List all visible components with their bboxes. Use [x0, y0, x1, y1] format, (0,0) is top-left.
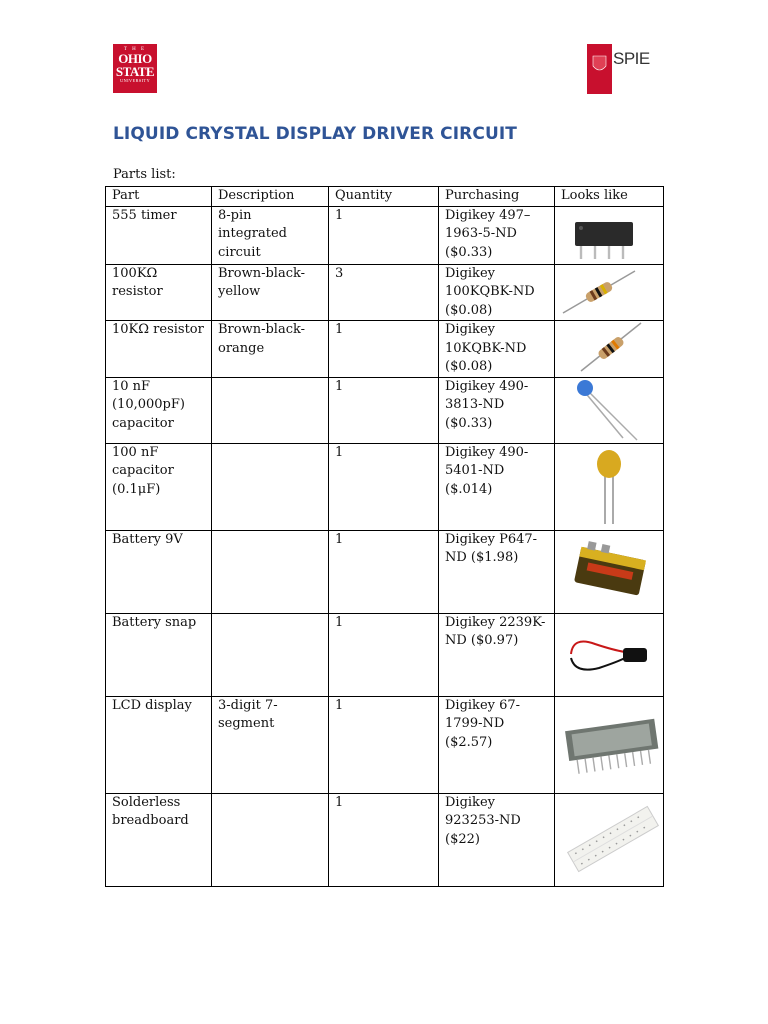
resistor-icon	[561, 265, 657, 319]
quantity-cell: 1	[329, 613, 439, 696]
purchasing-cell: Digikey 923253-ND ($22)	[439, 793, 555, 886]
ohio-state-logo	[113, 44, 157, 93]
quantity-cell: 1	[329, 377, 439, 443]
part-cell: Battery snap	[106, 613, 212, 696]
table-row	[106, 377, 664, 443]
purchasing-cell: Digikey 497–1963-5-ND ($0.33)	[439, 206, 555, 264]
quantity-cell: 1	[329, 206, 439, 264]
lcd-display-icon	[561, 697, 657, 792]
purchasing-cell: Digikey 10KQBK-ND ($0.08)	[439, 321, 555, 378]
part-cell: 555 timer	[106, 206, 212, 264]
spie-logo	[587, 44, 653, 94]
purchasing-cell: Digikey 67-1799-ND ($2.57)	[439, 696, 555, 793]
table-row	[106, 530, 664, 613]
page-title: LIQUID CRYSTAL DISPLAY DRIVER CIRCUIT	[113, 124, 517, 144]
description-cell	[212, 443, 329, 530]
description-cell: Brown-black-orange	[212, 321, 329, 378]
part-cell: Battery 9V	[106, 530, 212, 613]
header-description: Description	[212, 187, 329, 207]
part-cell: 100 nF capacitor (0.1μF)	[106, 443, 212, 530]
purchasing-cell: Digikey 2239K-ND ($0.97)	[439, 613, 555, 696]
parts-list-label: Parts list:	[113, 167, 176, 182]
description-cell	[212, 613, 329, 696]
table-row	[106, 443, 664, 530]
description-cell: 3-digit 7-segment	[212, 696, 329, 793]
555-timer-chip-icon	[561, 207, 657, 263]
battery-snap-icon	[561, 614, 657, 695]
logo-text-state: STATE	[115, 64, 155, 79]
description-cell	[212, 530, 329, 613]
logo-text-university: UNIVERSITY	[120, 78, 150, 83]
parts-table	[105, 186, 664, 887]
table-header-row	[106, 187, 664, 207]
battery-9v-icon	[561, 531, 657, 612]
table-row	[106, 613, 664, 696]
part-cell: LCD display	[106, 696, 212, 793]
table-row	[106, 321, 664, 378]
header-purchasing: Purchasing	[439, 187, 555, 207]
table-row	[106, 793, 664, 886]
blue-capacitor-icon	[561, 378, 657, 442]
description-cell: Brown-black-yellow	[212, 264, 329, 321]
quantity-cell: 1	[329, 321, 439, 378]
description-cell	[212, 793, 329, 886]
quantity-cell: 1	[329, 793, 439, 886]
part-cell: 100KΩ resistor	[106, 264, 212, 321]
part-cell: 10 nF (10,000pF) capacitor	[106, 377, 212, 443]
table-row	[106, 696, 664, 793]
quantity-cell: 1	[329, 443, 439, 530]
breadboard-icon	[561, 794, 657, 885]
logo-text-the: T H E	[123, 47, 147, 52]
logo-text-ohio: OHIO	[118, 51, 152, 66]
part-cell: 10KΩ resistor	[106, 321, 212, 378]
header-quantity: Quantity	[329, 187, 439, 207]
quantity-cell: 1	[329, 696, 439, 793]
table-row	[106, 264, 664, 321]
purchasing-cell: Digikey 100KQBK-ND ($0.08)	[439, 264, 555, 321]
quantity-cell: 3	[329, 264, 439, 321]
spie-logo-mark	[587, 44, 612, 94]
purchasing-cell: Digikey 490-5401-ND ($.014)	[439, 443, 555, 530]
table-row	[106, 206, 664, 264]
part-cell: Solderless breadboard	[106, 793, 212, 886]
header-looks-like: Looks like	[555, 187, 664, 207]
spie-logo-text: SPIE	[613, 49, 650, 68]
description-cell	[212, 377, 329, 443]
purchasing-cell: Digikey P647-ND ($1.98)	[439, 530, 555, 613]
resistor-icon	[561, 321, 657, 374]
yellow-capacitor-icon	[561, 444, 657, 529]
header-part: Part	[106, 187, 212, 207]
description-cell: 8-pin integrated circuit	[212, 206, 329, 264]
quantity-cell: 1	[329, 530, 439, 613]
purchasing-cell: Digikey 490-3813-ND ($0.33)	[439, 377, 555, 443]
